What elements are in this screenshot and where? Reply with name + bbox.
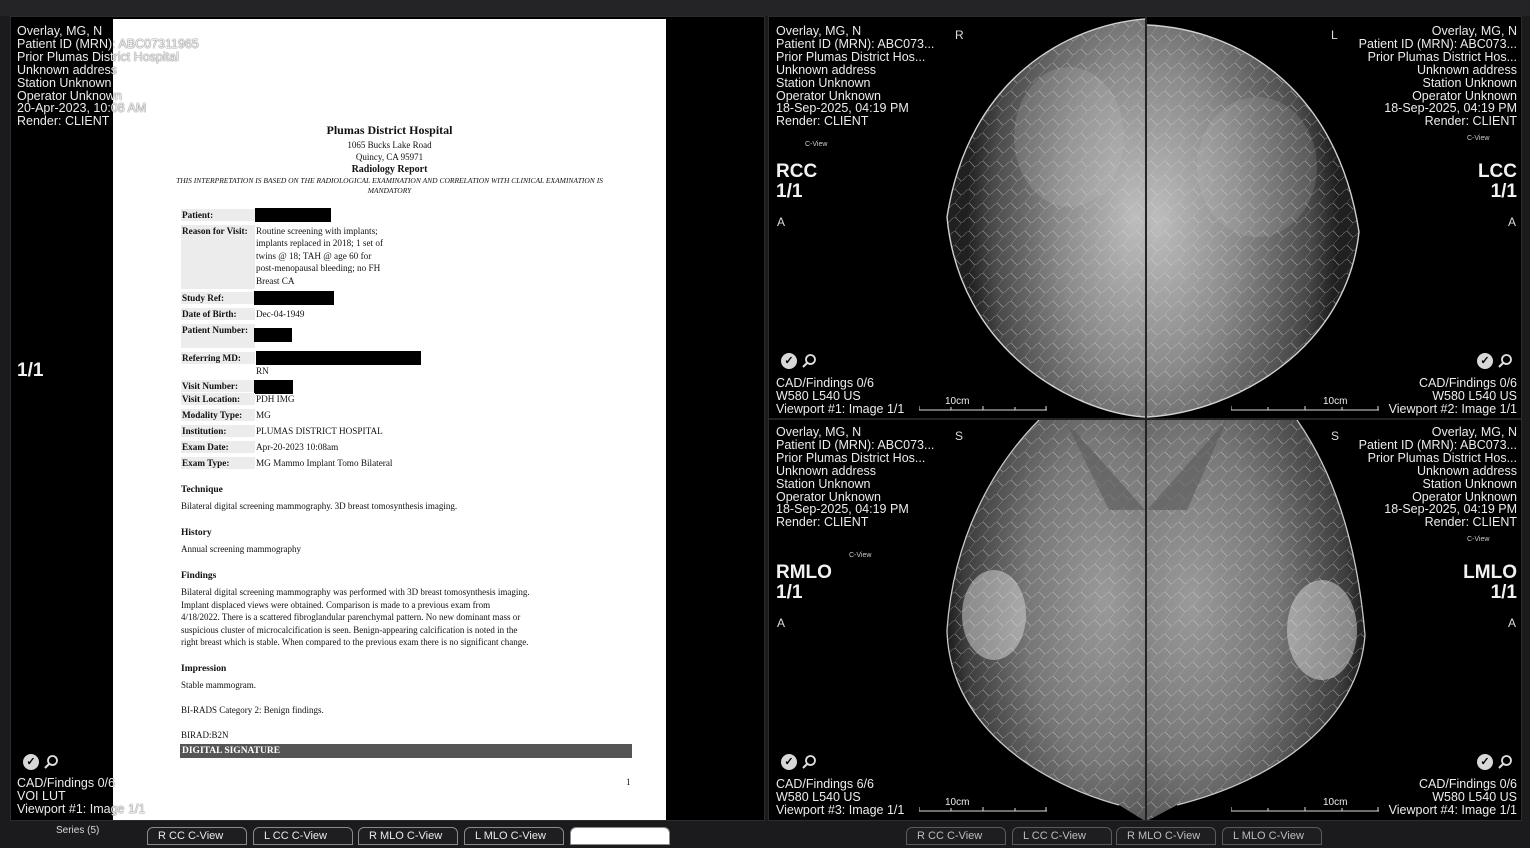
series-tab-rmlo[interactable]: R MLO C-View bbox=[358, 827, 458, 845]
exam-date-value: Apr-20-2023 10:08am bbox=[256, 442, 339, 452]
series-tab-lcc-right[interactable]: L CC C-View bbox=[1012, 827, 1112, 845]
lmlo-patient-overlay: Overlay, MG, N Patient ID (MRN): ABC073... Prior Plumas District Hos... Unknown address Station Unknown Operator Unknown 18-Sep-2025, 04:19 PM Render: CLIENT bbox=[1358, 425, 1517, 530]
lmlo-tools bbox=[1477, 754, 1513, 770]
redaction-bar bbox=[254, 291, 334, 305]
visit-number-label: Visit Number: bbox=[181, 380, 255, 392]
patient-overlay: Overlay, MG, N Patient ID (MRN): ABC07311965 Prior Plumas District Hospital Unknown address Station Unknown Operator Unknown 20-Apr-2023, 10:08 AM Render: CLIENT bbox=[17, 24, 199, 129]
dob-label: Date of Birth: bbox=[181, 308, 255, 320]
report-disclaimer: THIS INTERPRETATION IS BASED ON THE RADIOLOGICAL EXAMINATION AND CORRELATION WITH CLINICAL EXAMINATION IS MANDATORY bbox=[176, 176, 603, 195]
redaction-bar bbox=[255, 208, 331, 222]
lcc-orientation-top: L bbox=[1331, 28, 1338, 42]
series-tab-lmlo-right[interactable]: L MLO C-View bbox=[1222, 827, 1322, 845]
check-circle-icon[interactable]: ✓ bbox=[1477, 754, 1493, 770]
series-tab-report[interactable] bbox=[570, 827, 670, 845]
lcc-tools bbox=[1477, 353, 1513, 369]
impression-heading: Impression bbox=[181, 664, 227, 674]
redaction-bar bbox=[254, 380, 293, 394]
history-heading: History bbox=[181, 528, 212, 538]
lcc-scale-ruler: 10cm bbox=[1231, 397, 1379, 411]
institution-label: Institution: bbox=[181, 425, 255, 437]
rcc-patient-overlay: Overlay, MG, N Patient ID (MRN): ABC073... Prior Plumas District Hos... Unknown address Station Unknown Operator Unknown 18-Sep-2025, 04:19 PM Render: CLIENT bbox=[776, 24, 935, 129]
lmlo-cview-tag: C-View bbox=[1467, 536, 1490, 543]
radiology-report-page bbox=[113, 19, 666, 820]
report-address-line-1: 1065 Bucks Lake Road bbox=[347, 140, 432, 150]
lcc-view-label: LCC 1/1 bbox=[1477, 161, 1517, 202]
magnifier-icon[interactable] bbox=[1497, 353, 1513, 369]
rmlo-scale-ruler: 10cm bbox=[919, 798, 1047, 812]
technique-heading: Technique bbox=[181, 485, 223, 495]
lmlo-orientation-top: S bbox=[1331, 429, 1340, 443]
rmlo-patient-overlay: Overlay, MG, N Patient ID (MRN): ABC073... Prior Plumas District Hos... Unknown address Station Unknown Operator Unknown 18-Sep-2025, 04:19 PM Render: CLIENT bbox=[776, 425, 935, 530]
lcc-patient-overlay: Overlay, MG, N Patient ID (MRN): ABC073... Prior Plumas District Hos... Unknown address Station Unknown Operator Unknown 18-Sep-2025, 04:19 PM Render: CLIENT bbox=[1358, 24, 1517, 129]
page-number: 1 bbox=[626, 777, 631, 787]
birad-code: BIRAD:B2N bbox=[181, 730, 229, 740]
study-ref-label: Study Ref: bbox=[181, 292, 255, 304]
lmlo-view-label: LMLO 1/1 bbox=[1463, 562, 1517, 603]
series-count[interactable]: Series (5) bbox=[56, 825, 100, 836]
report-hospital: Plumas District Hospital bbox=[326, 123, 453, 137]
institution-value: PLUMAS DISTRICT HOSPITAL bbox=[256, 426, 383, 436]
series-tab-lmlo[interactable]: L MLO C-View bbox=[464, 827, 564, 845]
reason-label: Reason for Visit: bbox=[181, 225, 255, 289]
magnifier-icon[interactable] bbox=[801, 754, 817, 770]
check-circle-icon[interactable]: ✓ bbox=[781, 754, 797, 770]
rmlo-view-label: RMLO 1/1 bbox=[776, 562, 832, 603]
digital-signature-bar: DIGITAL SIGNATURE bbox=[180, 744, 632, 758]
exam-date-label: Exam Date: bbox=[181, 441, 255, 453]
rcc-orientation-top: R bbox=[955, 28, 964, 42]
viewport-tools bbox=[23, 754, 59, 770]
lcc-viewport-info: CAD/Findings 0/6 W580 L540 US Viewport #2: Image 1/1 bbox=[1388, 376, 1517, 416]
series-tab-rmlo-right[interactable]: R MLO C-View bbox=[1116, 827, 1216, 845]
series-tab-rcc[interactable]: R CC C-View bbox=[147, 827, 247, 845]
modality-value: MG bbox=[256, 410, 271, 420]
rcc-orientation-side: A bbox=[777, 215, 786, 229]
findings-heading: Findings bbox=[181, 571, 217, 581]
viewport-info: CAD/Findings 0/6 VOI LUT Viewport #1: Image 1/1 bbox=[17, 776, 146, 816]
image-counter: 1/1 bbox=[17, 360, 44, 381]
series-bar bbox=[0, 821, 1530, 848]
lmlo-orientation-side: A bbox=[1508, 616, 1517, 630]
visit-location-value: PDH IMG bbox=[256, 394, 295, 404]
lcc-cview-tag: C-View bbox=[1467, 135, 1490, 142]
rmlo-tools bbox=[781, 754, 817, 770]
report-viewport[interactable] bbox=[10, 16, 765, 821]
check-circle-icon[interactable]: ✓ bbox=[23, 754, 39, 770]
exam-type-label: Exam Type: bbox=[181, 457, 255, 469]
modality-label: Modality Type: bbox=[181, 409, 255, 421]
patient-label: Patient: bbox=[181, 209, 255, 221]
patient-number-label: Patient Number: bbox=[181, 324, 255, 348]
history-text: Annual screening mammography bbox=[181, 544, 301, 554]
referring-suffix: RN bbox=[256, 366, 269, 376]
rmlo-viewport-info: CAD/Findings 6/6 W580 L540 US Viewport #3: Image 1/1 bbox=[776, 777, 905, 817]
dob-value: Dec-04-1949 bbox=[256, 309, 305, 319]
magnifier-icon[interactable] bbox=[43, 754, 59, 770]
report-address-line-2: Quincy, CA 95971 bbox=[355, 152, 424, 162]
image-grid bbox=[768, 16, 1522, 821]
referring-label: Referring MD: bbox=[181, 352, 255, 364]
rcc-scale-ruler: 10cm bbox=[919, 397, 1047, 411]
grid-divider-horizontal bbox=[769, 418, 1522, 420]
check-circle-icon[interactable]: ✓ bbox=[781, 353, 797, 369]
rmlo-orientation-top: S bbox=[955, 429, 964, 443]
redaction-bar bbox=[254, 328, 292, 342]
rcc-tools bbox=[781, 353, 817, 369]
top-toolbar bbox=[0, 0, 1530, 16]
lmlo-viewport-info: CAD/Findings 0/6 W580 L540 US Viewport #4: Image 1/1 bbox=[1388, 777, 1517, 817]
rmlo-orientation-side: A bbox=[777, 616, 786, 630]
magnifier-icon[interactable] bbox=[1497, 754, 1513, 770]
rcc-cview-tag: C-View bbox=[805, 141, 828, 148]
rcc-viewport-info: CAD/Findings 0/6 W580 L540 US Viewport #1: Image 1/1 bbox=[776, 376, 905, 416]
check-circle-icon[interactable]: ✓ bbox=[1477, 353, 1493, 369]
redaction-bar bbox=[256, 351, 421, 365]
lcc-orientation-side: A bbox=[1508, 215, 1517, 229]
lmlo-scale-ruler: 10cm bbox=[1231, 798, 1379, 812]
impression-text: Stable mammogram. bbox=[181, 680, 256, 690]
rcc-view-label: RCC 1/1 bbox=[776, 161, 818, 202]
reason-value: Routine screening with implants; implants replaced in 2018; 1 set of twins @ 18; TAH @ age 60 for post-menopausal bleeding; no FH Breast CA bbox=[256, 226, 384, 286]
series-tab-lcc[interactable]: L CC C-View bbox=[253, 827, 353, 845]
rmlo-cview-tag: C-View bbox=[849, 552, 872, 559]
report-doc-type: Radiology Report bbox=[351, 164, 428, 175]
exam-type-value: MG Mammo Implant Tomo Bilateral bbox=[256, 458, 393, 468]
technique-text: Bilateral digital screening mammography. 3D breast tomosynthesis imaging. bbox=[181, 501, 458, 511]
series-tab-rcc-right[interactable]: R CC C-View bbox=[906, 827, 1006, 845]
birads-text: BI-RADS Category 2: Benign findings. bbox=[181, 705, 324, 715]
visit-location-label: Visit Location: bbox=[181, 393, 255, 405]
findings-text: Bilateral digital screening mammography was performed with 3D breast tomosynthesis imaging. Implant displaced views were obtained. Comparison is made to a previous exam from 4/18/2022. There is a scattered fibroglandular parenchymal pattern. No new dominant mass or suspicious cluster of microcalcification is seen. Benign-appearing calcification is noted in the right breast which is stable. When compared to the previous exam there is no significant change. bbox=[181, 587, 530, 648]
magnifier-icon[interactable] bbox=[801, 353, 817, 369]
